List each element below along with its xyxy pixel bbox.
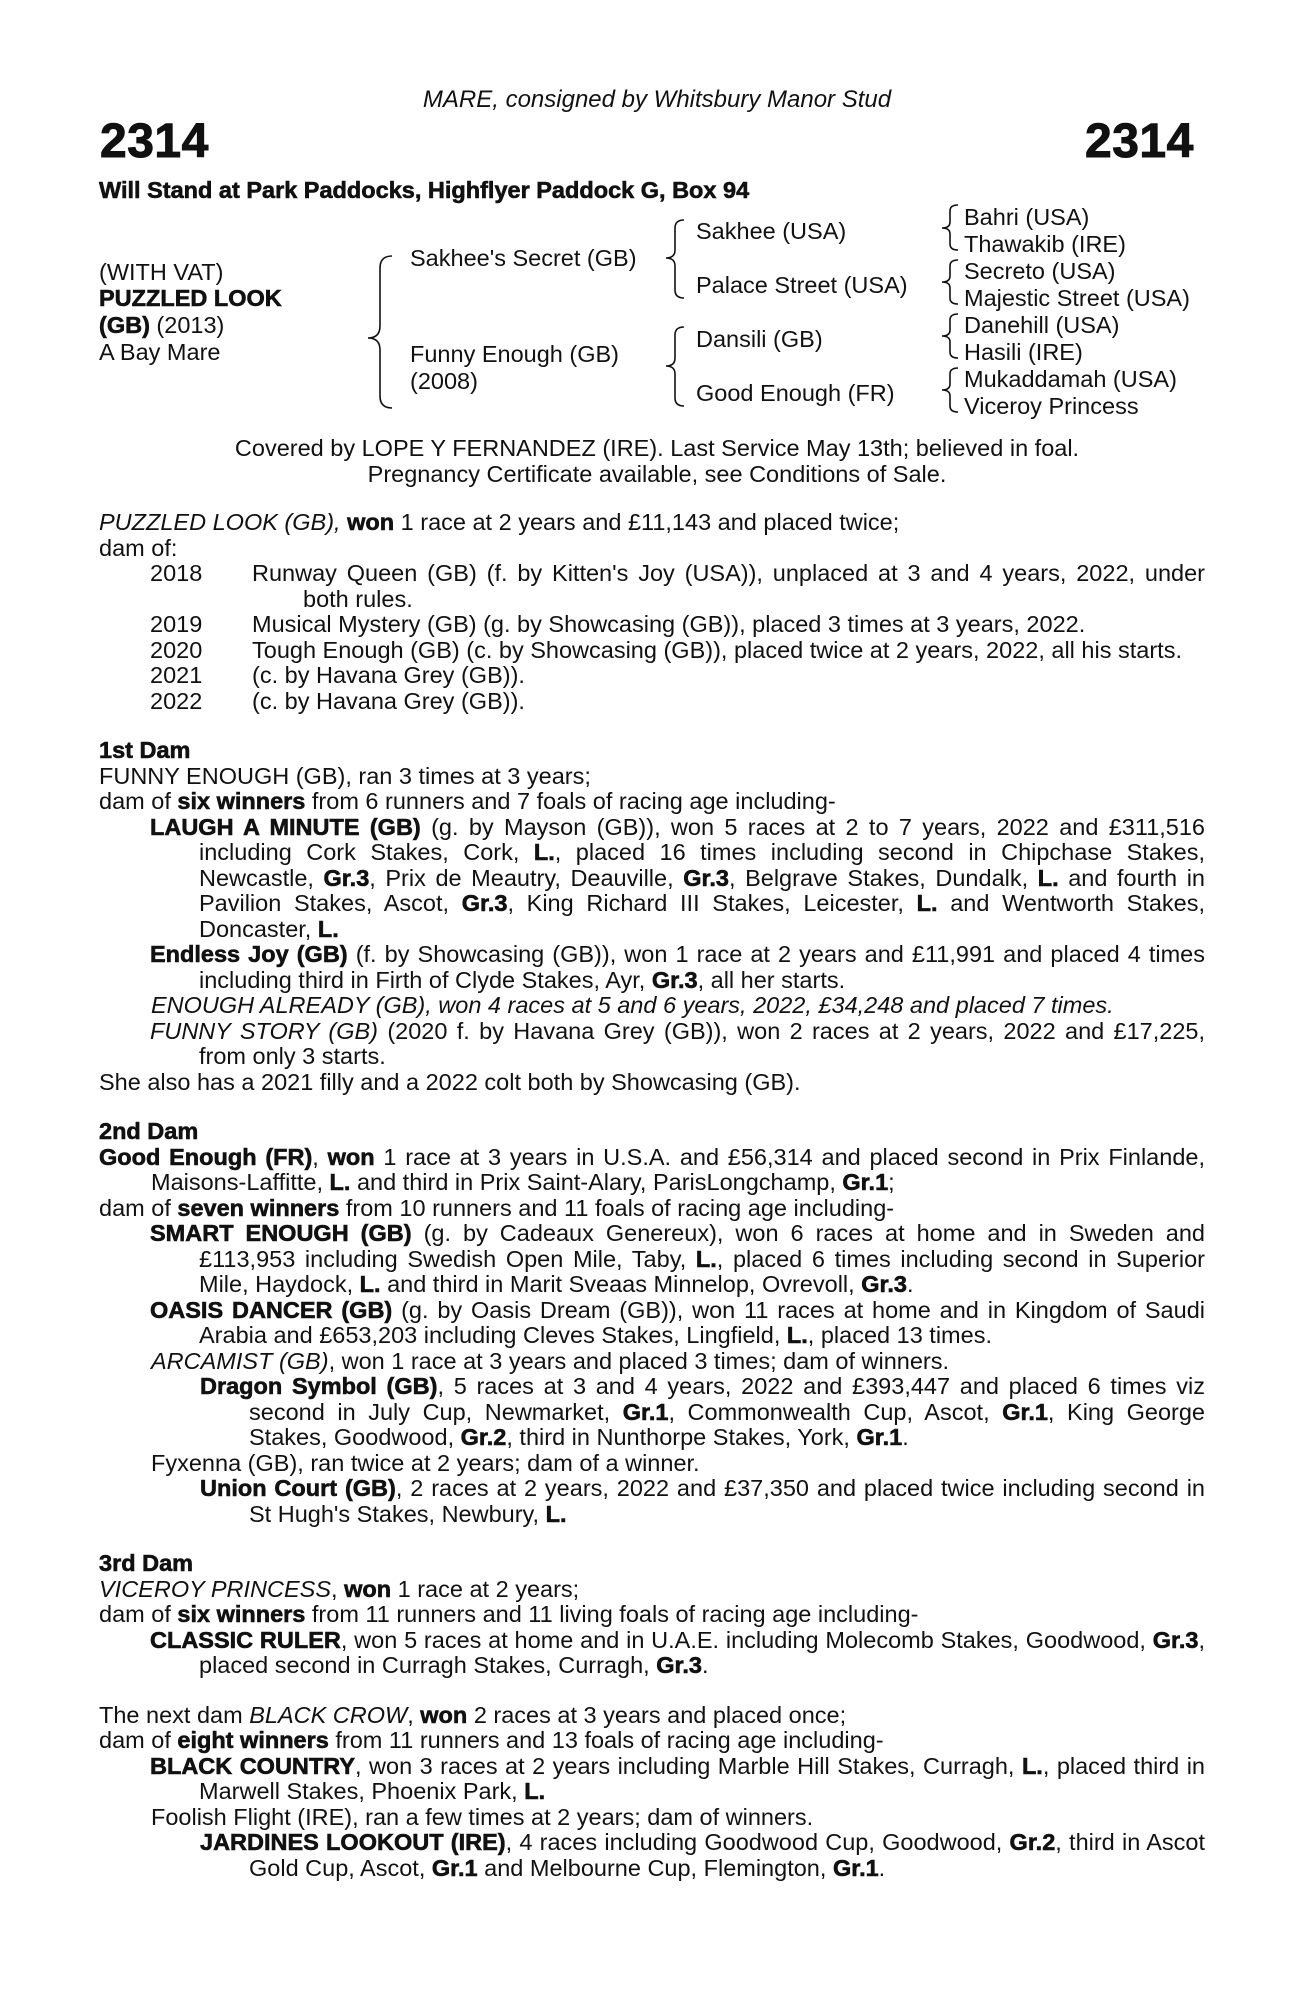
runner-name: JARDINES LOOKOUT (IRE) — [200, 1829, 506, 1855]
text: , placed 13 times. — [807, 1322, 992, 1348]
text: and Melbourne Cup, Flemington, — [484, 1854, 827, 1881]
text: and third in Marit Sveaas Minnelop, Ovrevoll, — [387, 1271, 855, 1297]
text: , 2 races at 2 years, 2022 and £37,350 and placed twice including second in St Hugh's Stakes, Newbury, — [249, 1475, 1205, 1527]
second-dam-record: Good Enough (FR), won 1 race at 3 years in U.S.A. and £56,314 and placed second in Prix Finlande, Maisons-Laffitte, L. and third in Prix Saint-Alary, ParisLongchamp, Gr.1; — [99, 1143, 1205, 1195]
bracket-gen3-4 — [942, 368, 958, 412]
winners-count: six winners — [177, 788, 306, 814]
text: 1 race at 2 years; — [397, 1575, 580, 1602]
text: dam of — [99, 1194, 171, 1221]
produce-intro — [99, 510, 1205, 536]
race-grade: Gr.3 — [461, 890, 508, 916]
race-grade: Gr.3 — [651, 966, 698, 993]
text: , placed second in Curragh Stakes, Curragh, — [199, 1626, 1206, 1678]
runner-entry-smart-enough: SMART ENOUGH (GB) (g. by Cadeaux Genereux), won 6 races at home and in Sweden and £113,953 including Swedish Open Mile, Taby, L., placed 6 times including second in Superior Mile, Haydock, L. and third in Marit Sveaas Minnelop, Ovrevoll, Gr.3. — [150, 1220, 1205, 1297]
text: , placed 16 times including second in Chipchase Stakes, Newcastle, — [199, 839, 1205, 891]
produce-row — [99, 663, 1205, 689]
produce-text: (c. by Havana Grey (GB)). — [252, 687, 525, 714]
third-dam-heading: 3rd Dam — [99, 1550, 194, 1576]
text: from 6 runners and 7 foals of racing age including- — [311, 788, 836, 814]
runner-entry-laugh-a-minute — [99, 815, 1205, 943]
text: (g. by Oasis Dream (GB)), won 11 races at home and in Kingdom of Saudi Arabia and £653,203 including Cleves Stakes, Lingfield, — [199, 1296, 1205, 1348]
runner-entry-union-court — [99, 1476, 1205, 1527]
text: (g. by Cadeaux Genereux), won 6 races at home and in Sweden and £113,953 including Swedish Open Mile, Taby, — [199, 1220, 1205, 1272]
text: , third in Ascot Gold Cup, Ascot, — [249, 1829, 1205, 1881]
bracket-gen1 — [368, 256, 392, 408]
text: (2020 f. by Havana Grey (GB)), won 2 races at 2 years, 2022 and £17,225, from only 3 starts. — [199, 1017, 1206, 1069]
runner-name: SMART ENOUGH (GB) — [150, 1220, 412, 1246]
bracket-gen3-2 — [942, 260, 958, 304]
mare-record: 1 race at 2 years and £11,143 and placed twice; — [400, 509, 900, 535]
text: , won 1 race at 3 years and placed 3 times; dam of winners. — [328, 1347, 950, 1374]
pedigree-gen3: Bahri (USA) — [964, 204, 1090, 230]
text: dam of — [99, 788, 171, 814]
dam-name: VICEROY PRINCESS — [99, 1575, 332, 1602]
horse-country: (GB) — [99, 312, 150, 338]
text: , Commonwealth Cup, Ascot, — [668, 1398, 990, 1425]
pedigree-gen3: Danehill (USA) — [964, 312, 1120, 338]
race-grade: Gr.1 — [431, 1854, 478, 1881]
runner-name: LAUGH A MINUTE (GB) — [150, 813, 421, 840]
text: , 4 races including Goodwood Cup, Goodwood, — [505, 1829, 1003, 1855]
runner-name: Endless Joy (GB) — [150, 941, 348, 967]
horse-name: PUZZLED LOOK — [99, 285, 282, 311]
covering-line-1: Covered by LOPE Y FERNANDEZ (IRE). Last Service May 13th; believed in foal. — [234, 435, 1080, 461]
race-grade: L. — [1021, 1752, 1043, 1779]
dam-name: BLACK CROW — [249, 1701, 408, 1728]
produce-row — [99, 612, 1205, 638]
winners-count: six winners — [177, 1601, 306, 1627]
pedigree-gen2: Sakhee (USA) — [696, 218, 847, 244]
produce-year: 2018 — [150, 560, 203, 586]
winners-count: eight winners — [177, 1727, 329, 1753]
third-dam-record: VICEROY PRINCESS, won 1 race at 2 years; — [99, 1575, 580, 1602]
runner-name: OASIS DANCER (GB) — [150, 1296, 393, 1323]
text: dam of — [99, 1727, 171, 1753]
race-grade: L. — [317, 915, 339, 942]
covering-line-2: Pregnancy Certificate available, see Conditions of Sale. — [367, 461, 947, 487]
runner-entry-arcamist — [99, 1349, 1205, 1375]
text: and Wentworth Stakes, Doncaster, — [199, 890, 1206, 942]
text: (g. by Mayson (GB)), won 5 races at 2 to 7 years, 2022 and £311,516 including Cork Stakes, Cork, — [199, 813, 1206, 865]
text: , won 5 races at home and in U.A.E. including Molecomb Stakes, Goodwood, — [340, 1626, 1146, 1653]
race-grade: L. — [524, 1778, 546, 1804]
consignor-line: MARE, consigned by Whitsbury Manor Stud — [422, 86, 892, 113]
race-grade: Gr.1 — [622, 1398, 669, 1425]
text: , all her starts. — [697, 966, 846, 993]
race-grade: Gr.2 — [1009, 1829, 1056, 1855]
race-grade: Gr.3 — [323, 864, 370, 891]
text: , won 3 races at 2 years including Marble Hill Stakes, Curragh, — [355, 1752, 1015, 1779]
text: , — [407, 1701, 414, 1728]
first-dam-also: She also has a 2021 filly and a 2022 colt both by Showcasing (GB). — [99, 1068, 801, 1095]
race-grade: Gr.1 — [842, 1169, 889, 1195]
dam-name: Funny Enough (GB) — [410, 341, 619, 367]
runner-name: Dragon Symbol (GB) — [200, 1373, 438, 1399]
bracket-gen3-3 — [942, 314, 958, 358]
text: , third in Nunthorpe Stakes, York, — [506, 1424, 850, 1450]
race-grade: Gr.3 — [683, 864, 729, 891]
race-grade: L. — [533, 839, 555, 865]
runner-entry-oasis-dancer — [99, 1298, 1205, 1349]
runner-name: BLACK COUNTRY — [150, 1752, 356, 1779]
produce-year: 2021 — [150, 662, 203, 688]
produce-row — [99, 561, 1205, 612]
dam-name: Good Enough (FR) — [99, 1143, 313, 1170]
runner-entry-endless-joy — [99, 942, 1205, 993]
stand-location: Will Stand at Park Paddocks, Highflyer Paddock G, Box 94 — [99, 177, 750, 203]
race-grade: Gr.1 — [832, 1854, 879, 1881]
won-keyword: won — [347, 509, 395, 535]
produce-year: 2019 — [150, 611, 203, 637]
race-grade: Gr.2 — [460, 1424, 507, 1450]
race-grade: L. — [916, 890, 938, 916]
runner-entry-foolish-flight: Foolish Flight (IRE), ran a few times at 2 years; dam of winners. — [151, 1803, 814, 1830]
text: ; — [888, 1169, 895, 1195]
text: , Prix de Meautry, Deauville, — [369, 864, 674, 891]
vat-label: (WITH VAT) — [99, 259, 224, 285]
race-grade: L. — [545, 1500, 567, 1527]
text: (f. by Showcasing (GB)), won 1 race at 2 years and £11,991 and placed 4 times including third in Firth of Clyde Stakes, Ayr, — [199, 941, 1206, 993]
text: and fourth in Pavilion Stakes, Ascot, — [199, 864, 1205, 916]
text: , King Richard III Stakes, Leicester, — [507, 890, 904, 916]
second-dam-heading: 2nd Dam — [99, 1118, 199, 1144]
runner-name: FUNNY STORY (GB) — [150, 1017, 379, 1044]
produce-text: Musical Mystery (GB) (g. by Showcasing (GB)), placed 3 times at 3 years, 2022. — [252, 611, 1086, 637]
text: dam of — [99, 1601, 171, 1627]
pedigree-gen3: Viceroy Princess — [964, 393, 1139, 419]
runner-entry-funny-story — [99, 1019, 1205, 1070]
winners-count: seven winners — [177, 1194, 340, 1221]
race-grade: L. — [329, 1169, 351, 1195]
runner-name: ARCAMIST (GB) — [151, 1347, 329, 1374]
first-dam-summary — [99, 789, 1205, 815]
text: 2 races at 3 years and placed once; — [473, 1701, 847, 1728]
pedigree-gen3: Hasili (IRE) — [964, 339, 1083, 365]
horse-description: A Bay Mare — [99, 339, 221, 365]
race-grade: Gr.3 — [861, 1271, 907, 1297]
text: , placed third in Marwell Stakes, Phoenix Park, — [199, 1752, 1206, 1804]
runner-entry-dragon-symbol: Dragon Symbol (GB), 5 races at 3 and 4 years, 2022 and £393,447 and placed 6 times viz second in July Cup, Newmarket, Gr.1, Commonwealth Cup, Ascot, Gr.1, King George Stakes, Goodwood, Gr.2, third in Nunthorpe Stakes, York, Gr.1. — [200, 1373, 1206, 1450]
race-grade: Gr.1 — [1002, 1398, 1048, 1425]
race-grade: L. — [695, 1245, 717, 1272]
won-keyword: won — [420, 1701, 468, 1728]
text: , King George Stakes, Goodwood, — [249, 1398, 1206, 1450]
catalogue-body — [99, 510, 1205, 1881]
text: and third in Prix Saint-Alary, ParisLongchamp, — [356, 1169, 836, 1195]
runner-entry-fyxenna: Fyxenna (GB), ran twice at 2 years; dam of a winner. — [151, 1449, 700, 1476]
pedigree-gen3: Majestic Street (USA) — [964, 285, 1190, 311]
bracket-gen3-1 — [942, 205, 958, 250]
race-grade: L. — [359, 1271, 381, 1297]
bracket-gen2-top — [666, 220, 684, 298]
pedigree-gen3: Mukaddamah (USA) — [964, 366, 1177, 392]
produce-text: Tough Enough (GB) (c. by Showcasing (GB)), placed twice at 2 years, 2022, all his starts. — [252, 636, 1182, 663]
produce-text: (c. by Havana Grey (GB)). — [252, 662, 525, 688]
text: , placed 6 times including second in Superior Mile, Haydock, — [199, 1245, 1205, 1297]
runner-entry-black-country — [99, 1754, 1205, 1805]
mare-name: PUZZLED LOOK (GB), — [99, 509, 341, 535]
dam-of-label: dam of: — [99, 534, 178, 561]
race-grade: L. — [1037, 864, 1059, 891]
text: from 10 runners and 11 foals of racing age including- — [345, 1194, 895, 1221]
lot-number-left: 2314 — [100, 115, 209, 168]
runner-entry-jardines-lookout: JARDINES LOOKOUT (IRE), 4 races including Goodwood Cup, Goodwood, Gr.2, third in Ascot Gold Cup, Ascot, Gr.1 and Melbourne Cup, Flemington, Gr.1. — [200, 1829, 1205, 1881]
next-dam-record — [99, 1703, 1205, 1729]
produce-row — [99, 689, 1205, 715]
first-dam-heading: 1st Dam — [99, 737, 191, 763]
produce-year: 2020 — [150, 636, 203, 663]
race-grade: Gr.1 — [856, 1424, 903, 1450]
pedigree-gen2: Good Enough (FR) — [696, 380, 895, 406]
text: , 5 races at 3 and 4 years, 2022 and £393,447 and placed 6 times viz second in July Cup, Newmarket, — [249, 1373, 1205, 1425]
won-keyword: won — [344, 1575, 392, 1602]
won-keyword: won — [327, 1143, 375, 1170]
pedigree-gen3: Secreto (USA) — [964, 258, 1116, 284]
text: , Belgrave Stakes, Dundalk, — [728, 864, 1029, 891]
sire: Sakhee's Secret (GB) — [410, 245, 637, 271]
pedigree-gen3: Thawakib (IRE) — [964, 231, 1126, 257]
first-dam-line: FUNNY ENOUGH (GB), ran 3 times at 3 years; — [99, 762, 591, 789]
bracket-gen2-bottom — [666, 327, 684, 406]
horse-year: (2013) — [149, 312, 225, 338]
race-grade: L. — [786, 1322, 808, 1348]
produce-year: 2022 — [150, 687, 203, 714]
next-dam-summary — [99, 1728, 1205, 1754]
runner-entry-enough-already: ENOUGH ALREADY (GB), won 4 races at 5 and 6 years, 2022, £34,248 and placed 7 times. — [151, 992, 1114, 1018]
text: The next dam — [99, 1701, 243, 1728]
text: 1 race at 3 years in U.S.A. and £56,314 and placed second in Prix Finlande, Maisons-Laffitte, — [151, 1143, 1205, 1195]
runner-name: Union Court (GB) — [200, 1475, 396, 1501]
lot-number-right: 2314 — [1085, 115, 1194, 168]
dam-year: (2008) — [410, 368, 478, 394]
race-grade: Gr.3 — [1152, 1626, 1199, 1653]
third-dam-summary — [99, 1602, 1205, 1628]
text: from 11 runners and 11 living foals of racing age including- — [311, 1601, 919, 1627]
produce-text: Runway Queen (GB) (f. by Kitten's Joy (USA)), unplaced at 3 and 4 years, 2022, under both rules. — [252, 560, 1205, 612]
pedigree-gen2: Dansili (GB) — [696, 326, 823, 352]
second-dam-summary — [99, 1196, 1205, 1222]
text: from 11 runners and 13 foals of racing age including- — [335, 1727, 884, 1753]
pedigree-gen2: Palace Street (USA) — [696, 272, 908, 298]
produce-row — [99, 638, 1205, 664]
runner-entry-classic-ruler: CLASSIC RULER, won 5 races at home and in U.A.E. including Molecomb Stakes, Goodwood, Gr.3, placed second in Curragh Stakes, Curragh, Gr.3. — [150, 1626, 1206, 1678]
runner-name: CLASSIC RULER — [150, 1626, 341, 1653]
race-grade: Gr.3 — [656, 1652, 702, 1678]
